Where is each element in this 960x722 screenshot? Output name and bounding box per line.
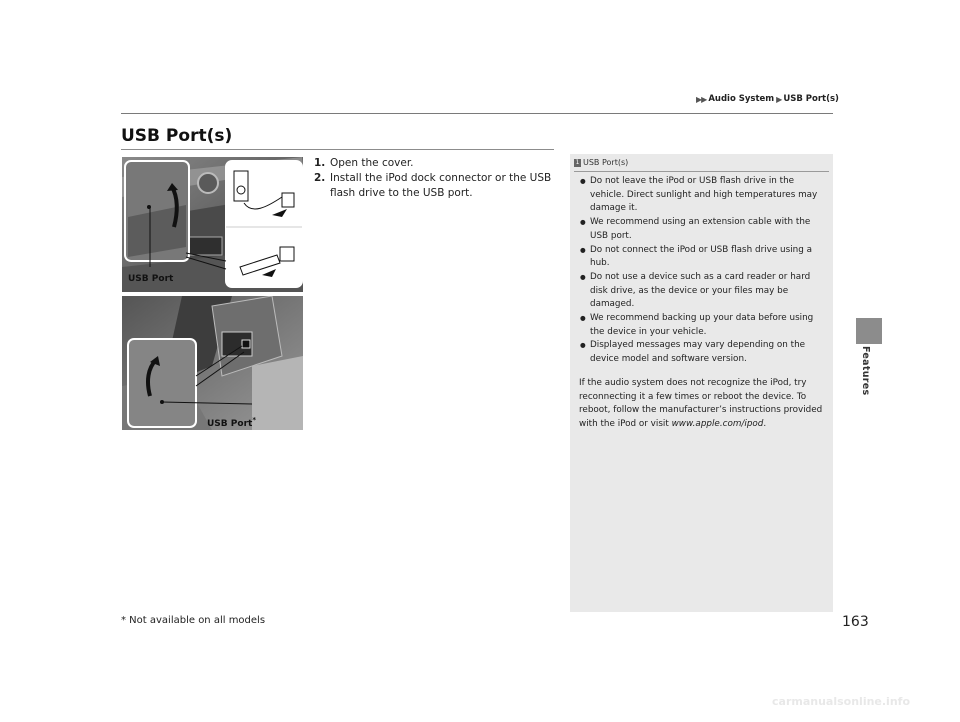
list-item: ● Do not leave the iPod or USB flash drive in the vehicle. Direct sunlight and high temperatures may damage it.: [580, 175, 826, 216]
watermark: carmanualsonline.info: [772, 695, 910, 708]
usb-port-console-image: [122, 157, 303, 292]
list-item: ● We recommend using an extension cable with the USB port.: [580, 216, 826, 243]
page-title: USB Port(s): [121, 126, 233, 146]
list-item: ● Do not connect the iPod or USB flash drive using a hub.: [580, 244, 826, 271]
info-box-title-text: USB Port(s): [583, 158, 629, 167]
title-rule: [121, 149, 554, 150]
step-text: Open the cover.: [330, 157, 414, 169]
page-number: 163: [842, 614, 869, 630]
paragraph-text: If the audio system does not recognize the iPod, try reconnecting it a few times or reboot the device. To reboot, follow the manufacturer’s instructions provided with the iPod or visit: [579, 378, 823, 430]
usb-port-label-text: USB Port: [207, 419, 253, 429]
list-item: ● Do not use a device such as a card reader or hard disk drive, as the device or your files may be damaged.: [580, 271, 826, 312]
breadcrumb-page: USB Port(s): [783, 94, 839, 104]
usb-port-label-optional: [207, 416, 256, 429]
reference-icon: 1: [575, 158, 580, 166]
step-1: [314, 156, 558, 171]
list-item: ● Displayed messages may vary depending on the device model and software version.: [580, 339, 826, 366]
section-tab: [856, 318, 882, 344]
info-box-title: [574, 158, 628, 167]
info-box-list: [580, 175, 826, 367]
usb-port-armrest-image: [122, 296, 303, 430]
step-number: 2.: [314, 172, 326, 184]
footnote: * Not available on all models: [121, 615, 266, 626]
list-item: ● We recommend backing up your data before using the device in your vehicle.: [580, 312, 826, 339]
apple-ipod-link[interactable]: www.apple.com/ipod: [671, 419, 764, 430]
breadcrumb-arrow-icon: ▶: [776, 94, 782, 104]
info-box-rule: [574, 171, 829, 172]
optional-mark: *: [252, 416, 256, 424]
step-number: 1.: [314, 157, 326, 169]
info-box-paragraph: [579, 377, 829, 432]
console-illustration: [122, 157, 303, 292]
header-rule: [121, 113, 833, 114]
paragraph-end: .: [763, 419, 767, 430]
section-label: Features: [860, 346, 871, 396]
step-text: Install the iPod dock connector or the USB flash drive to the USB port.: [330, 172, 552, 199]
breadcrumb-arrow-icon: ▶▶: [696, 94, 707, 104]
step-2: [314, 171, 558, 201]
instruction-steps: [314, 156, 558, 201]
usb-port-label: USB Port: [128, 274, 174, 284]
armrest-illustration: [122, 296, 303, 430]
breadcrumb: [694, 94, 839, 104]
breadcrumb-section[interactable]: Audio System: [708, 94, 775, 104]
